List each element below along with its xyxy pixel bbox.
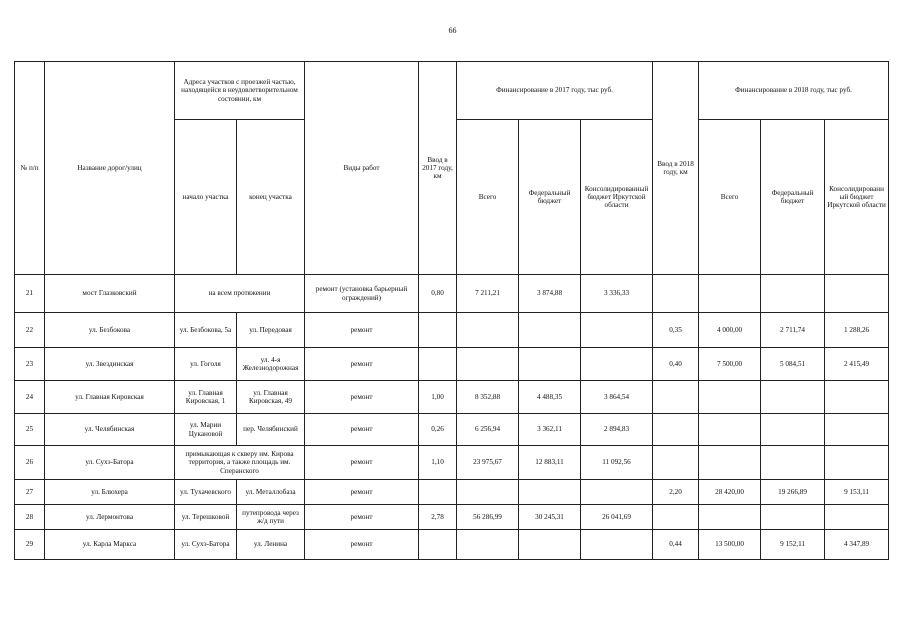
page-number: 66 (448, 26, 457, 35)
table-row (15, 505, 889, 530)
row-total-2017: 6 256,94 (457, 414, 519, 446)
row-federal-2018: 9 152,11 (761, 530, 825, 560)
row-road-name: ул. Главная Кировская (45, 381, 175, 414)
row-section-start: ул. Сухэ-Батора (175, 530, 237, 560)
row-works: ремонт (305, 381, 419, 414)
row-section-end: ул. Металлобаза (237, 480, 305, 505)
row-federal-2017: 3 362,11 (519, 414, 581, 446)
row-section-start: ул. Тухачевского (175, 480, 237, 505)
row-federal-2018 (761, 414, 825, 446)
row-federal-2018: 2 711,74 (761, 313, 825, 348)
row-section-end: путепровода через ж/д пути (237, 505, 305, 530)
row-input-2018: 0,44 (653, 530, 699, 560)
row-consolidated-2018 (825, 275, 889, 313)
row-section: примыкающая к скверу им. Кирова территория, а также площадь им. Сперанского (175, 446, 305, 480)
header-fin-2018: Финансирование в 2018 году, тыс руб. (699, 62, 889, 120)
row-road-name: ул. Сухэ-Батора (45, 446, 175, 480)
row-input-2017 (419, 480, 457, 505)
row-consolidated-2017: 2 894,83 (581, 414, 653, 446)
row-input-2018: 2,20 (653, 480, 699, 505)
row-federal-2018: 19 266,89 (761, 480, 825, 505)
row-consolidated-2017 (581, 480, 653, 505)
row-section-start: ул. Безбокова, 5а (175, 313, 237, 348)
row-consolidated-2017: 11 092,56 (581, 446, 653, 480)
row-total-2017: 56 286,99 (457, 505, 519, 530)
row-input-2018 (653, 381, 699, 414)
row-consolidated-2018: 1 288,26 (825, 313, 889, 348)
row-section-start: ул. Терешковой (175, 505, 237, 530)
row-consolidated-2018 (825, 381, 889, 414)
row-consolidated-2018: 2 415,49 (825, 348, 889, 381)
row-federal-2017 (519, 480, 581, 505)
row-federal-2017: 3 874,88 (519, 275, 581, 313)
header-num: № п/п (15, 62, 45, 275)
row-total-2018 (699, 275, 761, 313)
row-section-start: ул. Марии Цукановой (175, 414, 237, 446)
row-section-start: ул. Гоголя (175, 348, 237, 381)
row-works: ремонт (305, 480, 419, 505)
row-consolidated-2017 (581, 530, 653, 560)
table-row (15, 275, 889, 313)
header-name: Название дорог/улиц (45, 62, 175, 275)
row-section-start: ул. Главная Кировская, 1 (175, 381, 237, 414)
row-works: ремонт (305, 313, 419, 348)
row-consolidated-2018: 4 347,89 (825, 530, 889, 560)
row-total-2017 (457, 348, 519, 381)
row-federal-2018 (761, 275, 825, 313)
road-repair-table (14, 61, 889, 560)
header-end: конец участка (237, 120, 305, 275)
row-input-2018: 0,40 (653, 348, 699, 381)
row-section: на всем протяжении (175, 275, 305, 313)
row-input-2017: 1,10 (419, 446, 457, 480)
row-section-end: пер. Челябинский (237, 414, 305, 446)
table-row (15, 348, 889, 381)
row-input-2017: 1,00 (419, 381, 457, 414)
row-total-2018: 13 500,00 (699, 530, 761, 560)
row-input-2018: 0,35 (653, 313, 699, 348)
row-road-name: ул. Лермонтова (45, 505, 175, 530)
row-federal-2018 (761, 446, 825, 480)
row-input-2017: 0,80 (419, 275, 457, 313)
row-total-2017 (457, 480, 519, 505)
row-input-2017 (419, 348, 457, 381)
header-consolidated-2018: Консолидированный бюджет Иркутской области (825, 120, 889, 275)
row-num: 21 (15, 275, 45, 313)
row-road-name: мост Глазковский (45, 275, 175, 313)
row-federal-2017: 12 883,11 (519, 446, 581, 480)
row-consolidated-2017: 3 864,54 (581, 381, 653, 414)
table-row (15, 313, 889, 348)
header-works: Виды работ (305, 62, 419, 275)
row-input-2017 (419, 313, 457, 348)
row-works: ремонт (305, 348, 419, 381)
row-road-name: ул. Челябинская (45, 414, 175, 446)
header-addresses: Адреса участков с проезжей частью, находящейся в неудовлетворительном состоянии, км (175, 62, 305, 120)
row-works: ремонт (установка барьерный ограждений) (305, 275, 419, 313)
row-consolidated-2017: 3 336,33 (581, 275, 653, 313)
table-row (15, 446, 889, 480)
row-road-name: ул. Звездинская (45, 348, 175, 381)
row-federal-2018 (761, 381, 825, 414)
row-section-end: ул. Главная Кировская, 49 (237, 381, 305, 414)
row-total-2017: 23 975,67 (457, 446, 519, 480)
row-input-2017: 0,26 (419, 414, 457, 446)
table-row (15, 480, 889, 505)
row-total-2018 (699, 414, 761, 446)
row-total-2018 (699, 381, 761, 414)
row-input-2018 (653, 446, 699, 480)
row-num: 26 (15, 446, 45, 480)
table-body (15, 62, 889, 560)
row-federal-2017 (519, 348, 581, 381)
header-input-2018: Ввод в 2018 году, км (653, 62, 699, 275)
header-federal-2018: Федеральный бюджет (761, 120, 825, 275)
row-consolidated-2017: 26 041,69 (581, 505, 653, 530)
row-total-2018: 7 500,00 (699, 348, 761, 381)
row-total-2017 (457, 530, 519, 560)
header-total-2018: Всего (699, 120, 761, 275)
row-num: 27 (15, 480, 45, 505)
row-federal-2017 (519, 313, 581, 348)
row-consolidated-2018 (825, 446, 889, 480)
row-total-2018 (699, 505, 761, 530)
row-total-2018: 28 420,00 (699, 480, 761, 505)
row-num: 23 (15, 348, 45, 381)
row-federal-2018 (761, 505, 825, 530)
header-consolidated-2017: Консолидированный бюджет Иркутской области (581, 120, 653, 275)
row-input-2017: 2,78 (419, 505, 457, 530)
row-road-name: ул. Карла Маркса (45, 530, 175, 560)
row-section-end: ул. 4-я Железнодорожная (237, 348, 305, 381)
row-input-2018 (653, 505, 699, 530)
table-row (15, 530, 889, 560)
header-row-1 (15, 62, 889, 120)
row-federal-2017: 4 488,35 (519, 381, 581, 414)
header-fin-2017: Финансирование в 2017 году, тыс руб. (457, 62, 653, 120)
header-input-2017: Ввод в 2017 году, км (419, 62, 457, 275)
row-input-2018 (653, 275, 699, 313)
row-input-2017 (419, 530, 457, 560)
row-total-2018 (699, 446, 761, 480)
row-consolidated-2018: 9 153,11 (825, 480, 889, 505)
row-total-2017 (457, 313, 519, 348)
header-total-2017: Всего (457, 120, 519, 275)
row-total-2017: 8 352,88 (457, 381, 519, 414)
row-federal-2017 (519, 530, 581, 560)
row-num: 25 (15, 414, 45, 446)
row-input-2018 (653, 414, 699, 446)
row-works: ремонт (305, 530, 419, 560)
table-row (15, 381, 889, 414)
row-works: ремонт (305, 414, 419, 446)
row-road-name: ул. Блюхера (45, 480, 175, 505)
row-consolidated-2017 (581, 348, 653, 381)
row-num: 22 (15, 313, 45, 348)
row-federal-2018: 5 084,51 (761, 348, 825, 381)
row-num: 24 (15, 381, 45, 414)
row-total-2018: 4 000,00 (699, 313, 761, 348)
row-works: ремонт (305, 446, 419, 480)
header-start: начало участка (175, 120, 237, 275)
row-federal-2017: 30 245,31 (519, 505, 581, 530)
row-consolidated-2017 (581, 313, 653, 348)
row-works: ремонт (305, 505, 419, 530)
row-num: 28 (15, 505, 45, 530)
row-road-name: ул. Безбокова (45, 313, 175, 348)
table-row (15, 414, 889, 446)
row-section-end: ул. Ленина (237, 530, 305, 560)
row-consolidated-2018 (825, 414, 889, 446)
header-federal-2017: Федеральный бюджет (519, 120, 581, 275)
row-num: 29 (15, 530, 45, 560)
row-consolidated-2018 (825, 505, 889, 530)
row-total-2017: 7 211,21 (457, 275, 519, 313)
row-section-end: ул. Передовая (237, 313, 305, 348)
